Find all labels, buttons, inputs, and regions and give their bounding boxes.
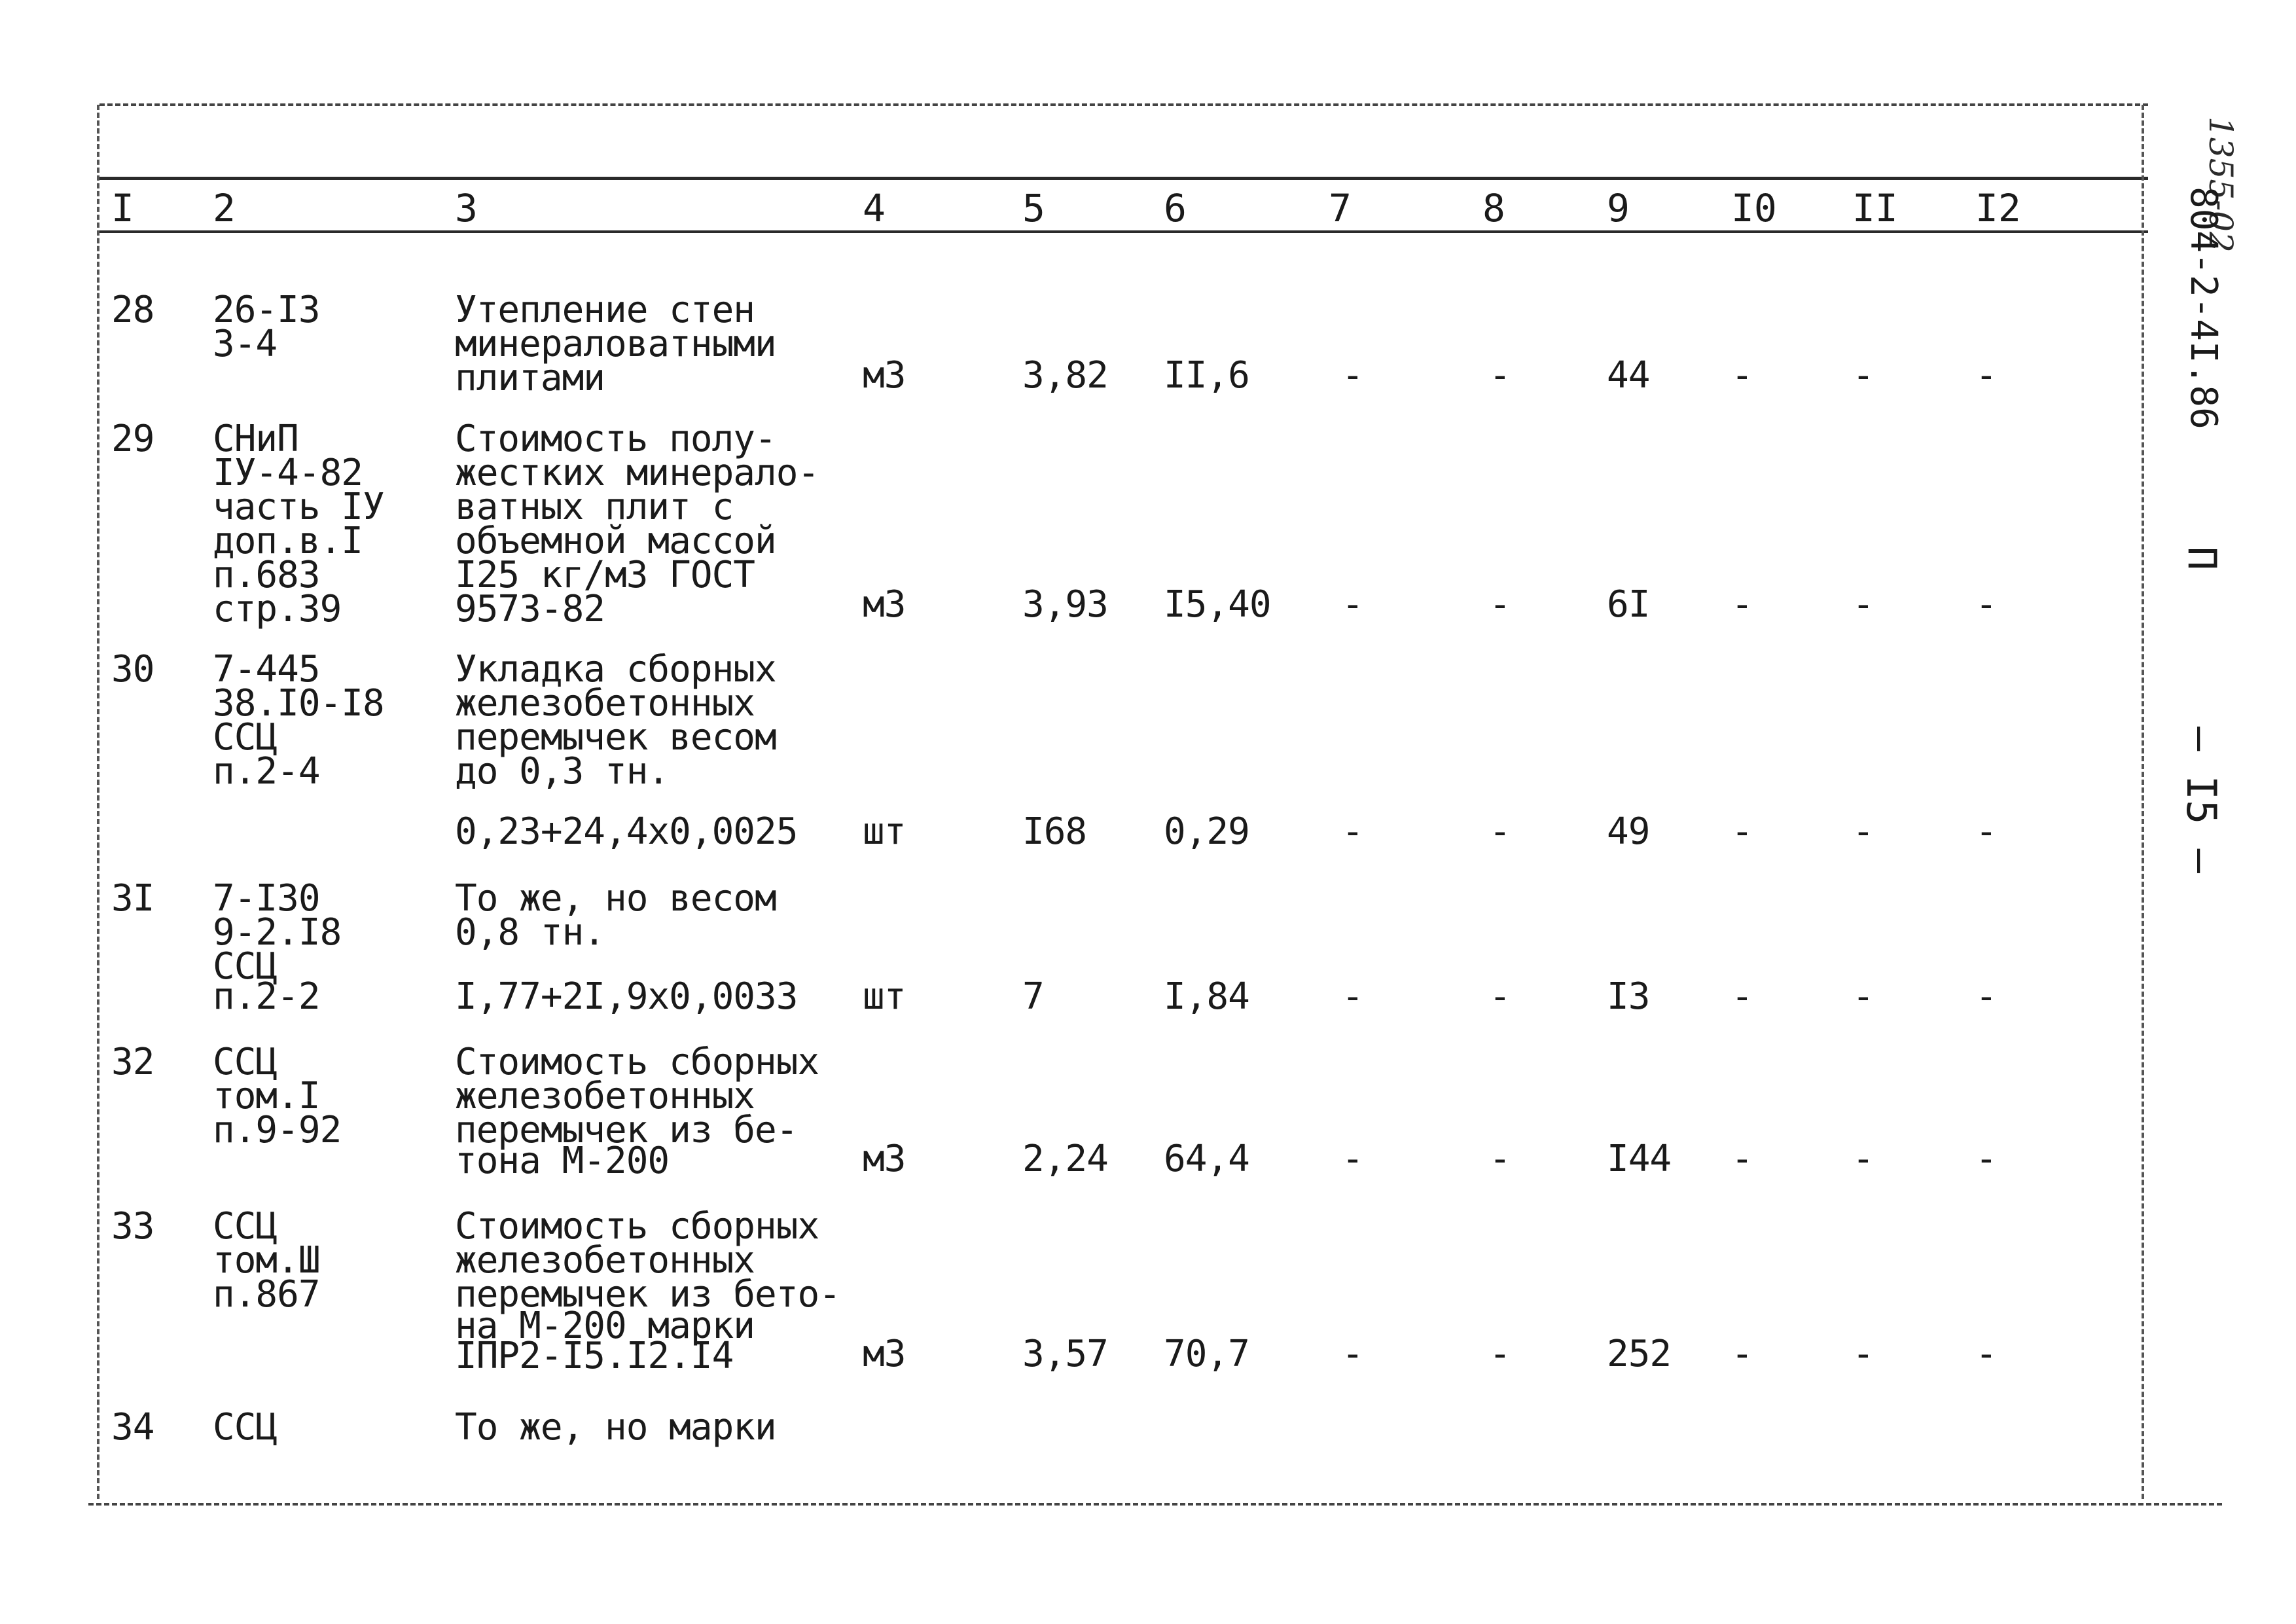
row-30-ref-line-2: 38.I0-I8 [213, 682, 384, 725]
row-30-col9: 49 [1607, 810, 1650, 853]
column-header-9: 9 [1607, 186, 1630, 230]
row-29-qty: 3,93 [1022, 583, 1108, 626]
row-31-ref-line-1: 7-I30 [213, 877, 320, 920]
row-30-ref-line-4: п.2-4 [213, 750, 320, 793]
row-28-desc-line-1: Утепление стен [455, 289, 755, 331]
row-33-col11: - [1852, 1333, 1874, 1375]
row-33-desc-line-3: перемычек из бето- [455, 1273, 840, 1316]
row-33-desc-line-4: на М-200 марки [455, 1305, 755, 1347]
row-29-desc-line-1: Стоимость полу- [455, 418, 776, 460]
row-29-desc-line-2: жестких минерало- [455, 452, 819, 494]
row-29-desc-line-5: I25 кг/м3 ГОСТ [455, 554, 755, 596]
row-30-desc-line-1: Укладка сборных [455, 648, 776, 691]
row-29-ref-line-1: СНиП [213, 418, 298, 460]
header-top-rule [99, 177, 2148, 180]
row-31-qty: 7 [1022, 975, 1044, 1018]
row-30-qty: I68 [1022, 810, 1087, 853]
row-30-formula: 0,23+24,4x0,0025 [455, 810, 798, 853]
row-28-col12: - [1975, 354, 1997, 397]
row-28-col11: - [1852, 354, 1874, 397]
row-32-number: 32 [111, 1041, 154, 1083]
row-33-ref-line-3: п.867 [213, 1273, 320, 1316]
row-33-desc-line-5: IПР2-I5.I2.I4 [455, 1335, 734, 1377]
row-32-desc-line-4: тона М-200 [455, 1140, 670, 1182]
column-header-4: 4 [863, 186, 886, 230]
row-28-qty: 3,82 [1022, 354, 1108, 397]
row-32-col8: - [1489, 1138, 1511, 1180]
row-29-ref-line-6: стр.39 [213, 588, 342, 630]
row-30-col11: - [1852, 810, 1874, 853]
row-33-col12: - [1975, 1333, 1997, 1375]
row-31-col11: - [1852, 975, 1874, 1018]
row-31-col12: - [1975, 975, 1997, 1018]
row-33-qty: 3,57 [1022, 1333, 1108, 1375]
row-33-col7: - [1342, 1333, 1363, 1375]
document-code: 804-2-4I.86 [2182, 187, 2225, 429]
row-30-col10: - [1731, 810, 1753, 853]
row-29-price: I5,40 [1164, 583, 1271, 626]
row-32-desc-line-2: железобетонных [455, 1075, 755, 1117]
row-32-desc-line-3: перемычек из бе- [455, 1109, 798, 1151]
row-31-formula: I,77+2I,9x0,0033 [455, 975, 798, 1018]
row-31-col9: I3 [1607, 975, 1650, 1018]
column-header-11: II [1852, 186, 1898, 230]
row-33-price: 70,7 [1164, 1333, 1249, 1375]
row-28-price: II,6 [1164, 354, 1249, 397]
row-32-price: 64,4 [1164, 1138, 1249, 1180]
row-31-col10: - [1731, 975, 1753, 1018]
row-31-price: I,84 [1164, 975, 1249, 1018]
row-30-col7: - [1342, 810, 1363, 853]
row-29-col10: - [1731, 583, 1753, 626]
row-31-col7: - [1342, 975, 1363, 1018]
row-28-desc-line-2: минераловатными [455, 323, 776, 365]
row-34-desc-line-1: То же, но марки [455, 1406, 776, 1449]
section-mark: П [2179, 547, 2225, 571]
row-30-desc-line-4: до 0,3 тн. [455, 750, 670, 793]
row-33-col9: 252 [1607, 1333, 1672, 1375]
row-28-unit: м3 [863, 354, 906, 397]
column-header-10: I0 [1731, 186, 1777, 230]
row-31-ref-line-3: ССЦ [213, 945, 278, 988]
row-33-ref-line-1: ССЦ [213, 1205, 278, 1248]
row-33-ref-line-2: том.Ш [213, 1239, 320, 1282]
row-32-col9: I44 [1607, 1138, 1672, 1180]
row-31-desc-line-1: То же, но весом [455, 877, 776, 920]
row-30-ref-line-3: ССЦ [213, 716, 278, 759]
row-31-ref-line-4: п.2-2 [213, 975, 320, 1018]
row-32-col7: - [1342, 1138, 1363, 1180]
column-header-6: 6 [1164, 186, 1187, 230]
left-border [97, 105, 99, 1499]
row-30-price: 0,29 [1164, 810, 1249, 853]
row-31-col8: - [1489, 975, 1511, 1018]
header-bottom-rule [99, 230, 2148, 233]
row-30-col8: - [1489, 810, 1511, 853]
handwritten-note: 1355-02 [2202, 117, 2240, 253]
row-29-desc-line-4: объемной массой [455, 520, 776, 562]
bottom-border [88, 1503, 2222, 1506]
row-32-col11: - [1852, 1138, 1874, 1180]
row-32-col10: - [1731, 1138, 1753, 1180]
row-28-col9: 44 [1607, 354, 1650, 397]
row-29-col8: - [1489, 583, 1511, 626]
row-29-col12: - [1975, 583, 1997, 626]
row-28-col10: - [1731, 354, 1753, 397]
row-33-desc-line-1: Стоимость сборных [455, 1205, 819, 1248]
row-29-desc-line-6: 9573-82 [455, 588, 605, 630]
column-header-2: 2 [213, 186, 236, 230]
row-31-number: 3I [111, 877, 154, 920]
row-29-ref-line-5: п.683 [213, 554, 320, 596]
row-33-col8: - [1489, 1333, 1511, 1375]
row-32-ref-line-3: п.9-92 [213, 1109, 342, 1151]
row-28-desc-line-3: плитами [455, 357, 605, 399]
row-29-ref-line-2: IУ-4-82 [213, 452, 363, 494]
row-28-ref-line-1: 26-I3 [213, 289, 320, 331]
column-header-3: 3 [455, 186, 478, 230]
row-29-number: 29 [111, 418, 154, 460]
row-29-col7: - [1342, 583, 1363, 626]
row-32-ref-line-1: ССЦ [213, 1041, 278, 1083]
column-header-8: 8 [1482, 186, 1505, 230]
row-33-number: 33 [111, 1205, 154, 1248]
row-30-desc-line-2: железобетонных [455, 682, 755, 725]
row-32-qty: 2,24 [1022, 1138, 1108, 1180]
column-header-5: 5 [1022, 186, 1045, 230]
row-30-desc-line-3: перемычек весом [455, 716, 776, 759]
row-32-unit: м3 [863, 1138, 906, 1180]
row-29-unit: м3 [863, 583, 906, 626]
right-border [2142, 105, 2144, 1499]
column-header-12: I2 [1975, 186, 2021, 230]
row-28-ref-line-2: 3-4 [213, 323, 278, 365]
row-34-number: 34 [111, 1406, 154, 1449]
row-29-ref-line-4: доп.в.I [213, 520, 363, 562]
row-29-desc-line-3: ватных плит с [455, 486, 734, 528]
row-30-number: 30 [111, 648, 154, 691]
column-header-1: I [111, 186, 134, 230]
row-29-col11: - [1852, 583, 1874, 626]
row-28-col8: - [1489, 354, 1511, 397]
column-header-7: 7 [1329, 186, 1352, 230]
row-33-unit: м3 [863, 1333, 906, 1375]
row-33-desc-line-2: железобетонных [455, 1239, 755, 1282]
row-32-ref-line-2: том.I [213, 1075, 320, 1117]
row-28-col7: - [1342, 354, 1363, 397]
row-28-number: 28 [111, 289, 154, 331]
row-31-unit: шт [863, 975, 906, 1018]
row-33-col10: - [1731, 1333, 1753, 1375]
row-30-ref-line-1: 7-445 [213, 648, 320, 691]
row-31-desc-line-2: 0,8 тн. [455, 911, 605, 954]
row-29-col9: 6I [1607, 583, 1650, 626]
row-32-col12: - [1975, 1138, 1997, 1180]
row-32-desc-line-1: Стоимость сборных [455, 1041, 819, 1083]
page-number: — I5 — [2178, 727, 2225, 873]
row-34-ref-line-1: ССЦ [213, 1406, 278, 1449]
row-29-ref-line-3: часть IУ [213, 486, 384, 528]
row-30-unit: шт [863, 810, 906, 853]
row-30-col12: - [1975, 810, 1997, 853]
top-border [99, 103, 2148, 106]
row-31-ref-line-2: 9-2.I8 [213, 911, 342, 954]
